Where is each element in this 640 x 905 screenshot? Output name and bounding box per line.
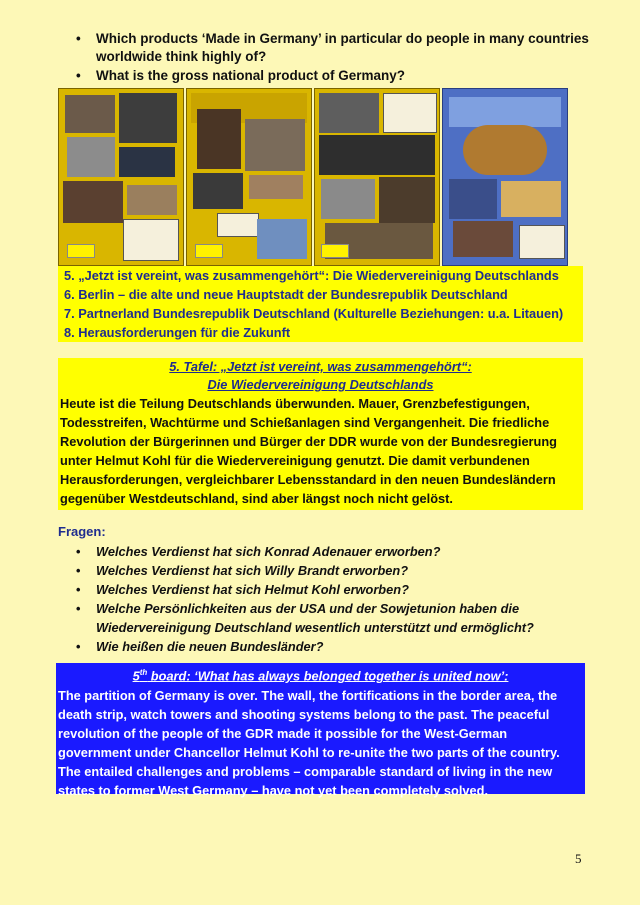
topic-item: 7. Partnerland Bundesrepublik Deutschland (Kulturelle Beziehungen: u.a. Litauen) — [64, 306, 564, 321]
english-board-box — [56, 663, 585, 799]
question-item: • Welches Verdienst hat sich Helmut Kohl erworben? — [76, 580, 596, 599]
english-board-body: The partition of Germany is over. The wall, the fortifications in the border area, the death strip, watch towers and shooting systems belong to the past. The peaceful revolution of the people of the GDR made it possible for the West-German government under Chancellor Helmut Kohl to re-unite the two parts of the country. The entailed challenges and problems – comparable standard of living in the new states to former West Germany – have not yet been completely solved. — [58, 688, 560, 799]
poster-image-partnerland — [186, 88, 312, 266]
poster-image-future — [442, 88, 568, 266]
poster-photo-strip — [58, 88, 572, 266]
german-board-box — [58, 358, 583, 510]
board-topics-list — [58, 266, 583, 342]
german-board-heading-line2: Die Wiedervereinigung Deutschlands — [207, 377, 434, 392]
topic-item: 5. „Jetzt ist vereint, was zusammengehört“: Die Wiedervereinigung Deutschlands — [64, 268, 559, 283]
question-item: • Welche Persönlichkeiten aus der USA und der Sowjetunion haben die Wiedervereinigung Deutschland wesentlich unterstützt und ermöglicht? — [76, 599, 596, 637]
question-item: • Welches Verdienst hat sich Konrad Adenauer erworben? — [76, 542, 596, 561]
german-board-heading-line1: 5. Tafel: „Jetzt ist vereint, was zusammengehört“: — [169, 359, 472, 374]
english-board-heading-text: board: ‘What has always belonged together is united now’: — [147, 668, 509, 684]
questions-title: Fragen: — [58, 524, 106, 539]
topic-item: 8. Herausforderungen für die Zukunft — [64, 325, 291, 340]
question-item: • Wie heißen die neuen Bundesländer? — [76, 637, 596, 656]
english-board-heading — [56, 663, 585, 686]
page-number: 5 — [575, 851, 582, 866]
german-board-body: Heute ist die Teilung Deutschlands überwunden. Mauer, Grenzbefestigungen, Todesstreifen, Wachtürme und Schießanlagen sind Vergangenheit. Die friedliche Revolution der Bürgerinnen und Bürger der DDR wurde von der Bundesregierung unter Helmut Kohl für die Wiedervereinigung genutzt. Die damit verbundenen Herausforderungen, vergleichbarer Lebensstandard in den neuen Bundesländern gegenüber Westdeutschland, sind aber längst noch nicht gelöst. — [60, 396, 557, 506]
questions-list — [76, 542, 596, 656]
english-board-heading-number: 5 — [132, 668, 140, 684]
english-board-heading-sup: th — [139, 668, 148, 677]
topic-item: 6. Berlin – die alte und neue Hauptstadt der Bundesrepublik Deutschland — [64, 287, 508, 302]
intro-question: • Which products ‘Made in Germany’ in particular do people in many countries worldwide think highly of? — [76, 30, 616, 66]
poster-image-berlin — [314, 88, 440, 266]
intro-question: • What is the gross national product of Germany? — [76, 67, 616, 85]
question-item: • Welches Verdienst hat sich Willy Brandt erworben? — [76, 561, 596, 580]
intro-question-list — [76, 30, 616, 86]
poster-image-reunification — [58, 88, 184, 266]
